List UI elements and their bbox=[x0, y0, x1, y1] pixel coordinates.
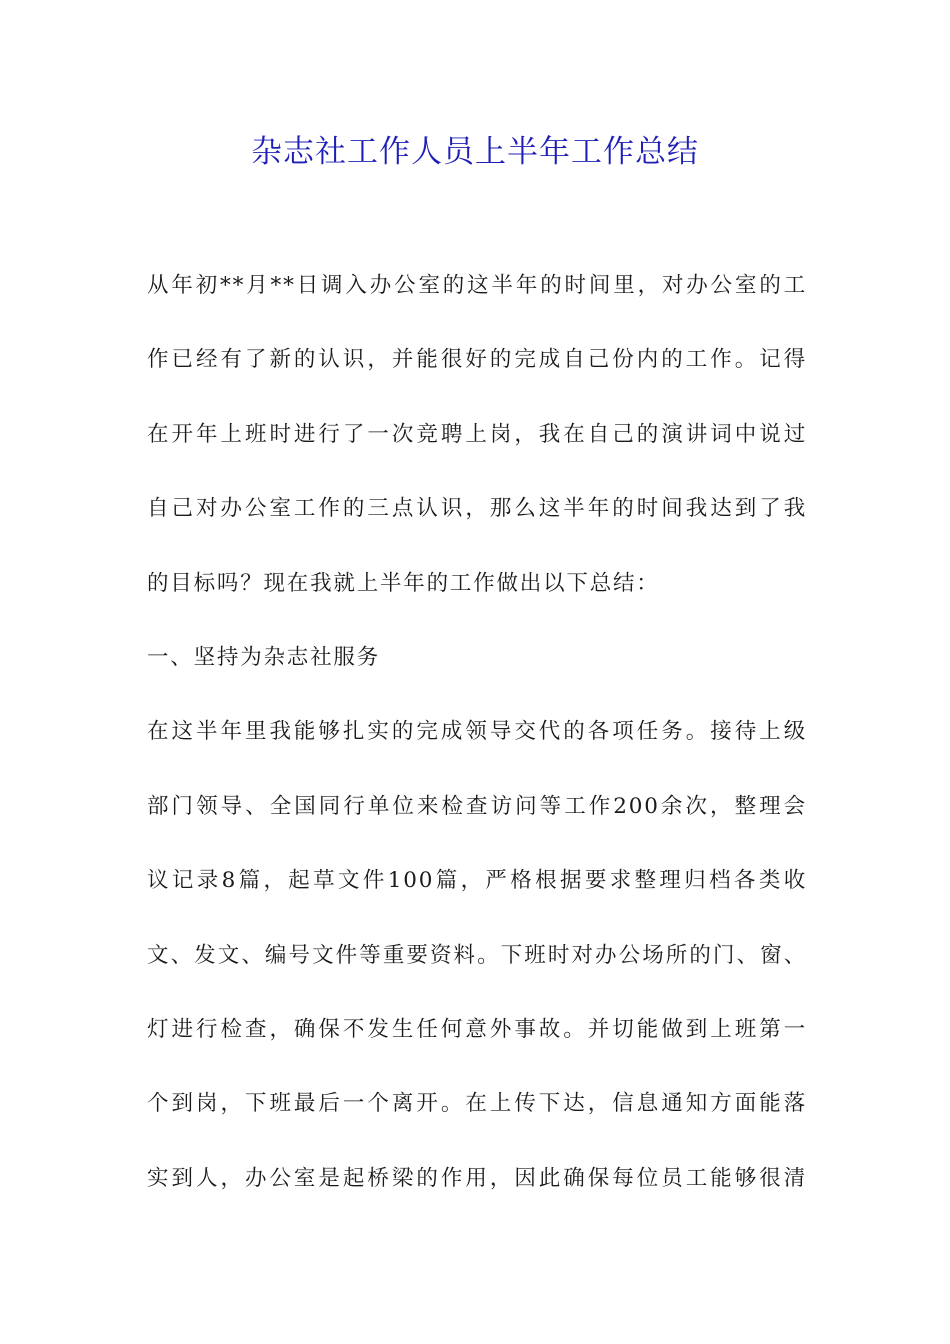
body-line: 灯进行检查，确保不发生任何意外事故。并切能做到上班第一 bbox=[147, 1016, 807, 1042]
body-line: 实到人，办公室是起桥梁的作用，因此确保每位员工能够很清 bbox=[147, 1165, 807, 1191]
body-line: 从年初**月**日调入办公室的这半年的时间里，对办公室的工 bbox=[147, 273, 807, 298]
body-line: 部门领导、全国同行单位来检查访问等工作200余次，整理会 bbox=[147, 793, 807, 819]
document-title: 杂志社工作人员上半年工作总结 bbox=[251, 134, 699, 170]
body-line: 个到岗，下班最后一个离开。在上传下达，信息通知方面能落 bbox=[147, 1091, 807, 1117]
body-line: 在开年上班时进行了一次竞聘上岗，我在自己的演讲词中说过 bbox=[147, 421, 807, 447]
document-body bbox=[147, 262, 807, 1229]
body-line: 在这半年里我能够扎实的完成领导交代的各项任务。接待上级 bbox=[147, 719, 807, 745]
body-line: 议记录8篇，起草文件100篇，严格根据要求整理归档各类收 bbox=[147, 868, 807, 894]
section-heading: 一、坚持为杂志社服务 bbox=[147, 644, 381, 670]
body-line: 自己对办公室工作的三点认识，那么这半年的时间我达到了我 bbox=[147, 496, 807, 522]
body-line: 文、发文、编号文件等重要资料。下班时对办公场所的门、窗、 bbox=[147, 942, 807, 968]
body-line: 的目标吗？现在我就上半年的工作做出以下总结： bbox=[147, 570, 660, 596]
body-line: 作已经有了新的认识，并能很好的完成自己份内的工作。记得 bbox=[147, 347, 807, 373]
